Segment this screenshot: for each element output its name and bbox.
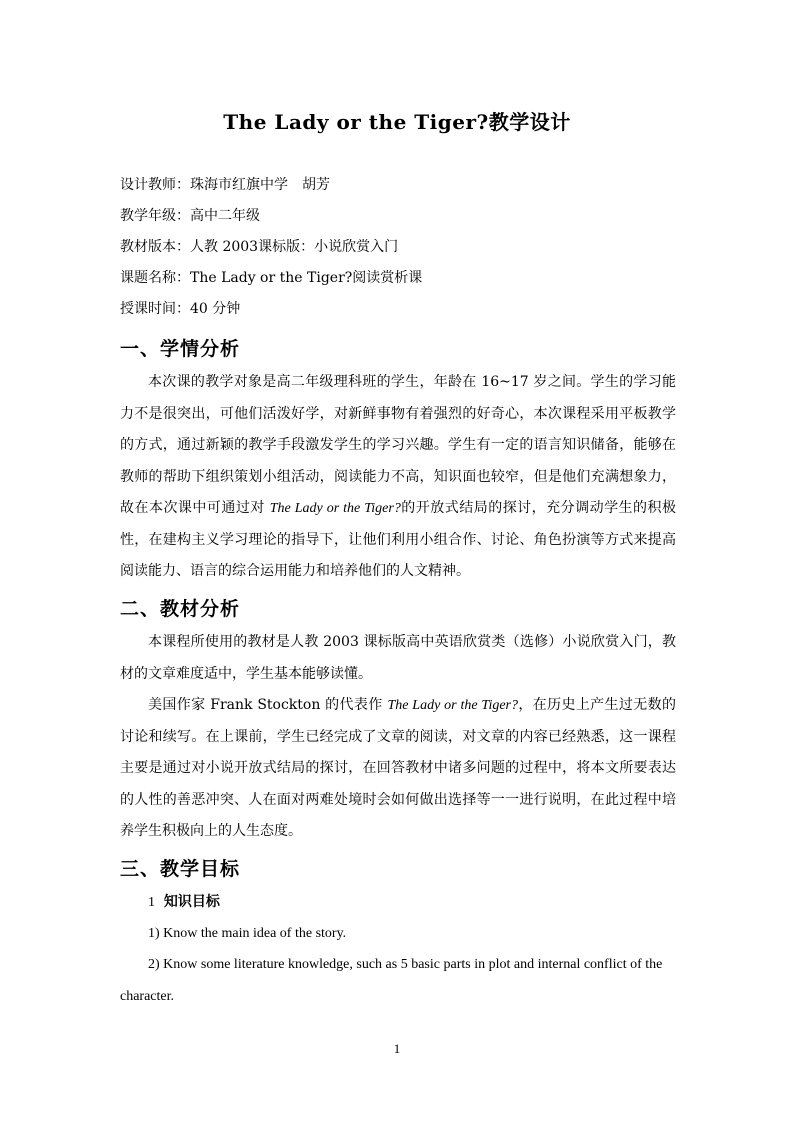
document-title: The Lady or the Tiger?教学设计 [223,110,571,134]
section-heading-learner-analysis: 一、学情分析 [120,338,241,360]
paragraph-textbook-2: 美国作家 Frank Stockton 的代表作 The Lady or the Tiger?，在历史上产生过无数的讨论和续写。在上课前，学生已经完成了文章的阅读，对文章的内容已经熟悉，这一课程主要是通过对小说开放式结局的探讨，在回答教材中诸多问题的过程中，将本文所要表达的人性的善恶冲突、人在面对两难处境时会如何做出选择等一一进行说明，在此过程中培养学生积极向上的人生态度。 [120,697,676,839]
paragraph-learner-analysis: 本次课的教学对象是高二年级理科班的学生，年龄在 16~17 岁之间。学生的学习能力不是很突出，可他们活泼好学，对新鲜事物有着强烈的好奇心，本次课程采用平板教学的方式，通过新颖的教学手段激发学生的学习兴趣。学生有一定的语言知识储备，能够在教师的帮助下组织策划小组活动，阅读能力不高，知识面也较窄，但是他们充满想象力，故在本次课中可通过对 The Lady or the Tiger?的开放式结局的探讨，充分调动学生的积极性，在建构主义学习理论的指导下，让他们利用小组合作、讨论、角色扮演等方式来提高阅读能力、语言的综合运用能力和培养他们的人文精神。 [120,374,677,579]
section-heading-textbook-analysis: 二、教材分析 [120,598,241,620]
meta-lesson: 课题名称：The Lady or the Tiger?阅读赏析课 [120,270,423,286]
meta-teacher: 设计教师：珠海市红旗中学 胡芳 [120,177,330,193]
page-number: 1 [393,1041,401,1056]
story-title-italic: The Lady or the Tiger? [269,501,401,516]
paragraph-textbook-1: 本课程所使用的教材是人教 2003 课标版高中英语欣赏类（选修）小说欣赏入门，教材的文章难度适中，学生基本能够读懂。 [120,634,676,682]
section-heading-objectives: 三、教学目标 [120,858,241,880]
story-title-italic: The Lady or the Tiger? [387,698,519,713]
meta-grade: 教学年级：高中二年级 [120,208,260,224]
objective-item-1: 1) Know the main idea of the story. [148,926,347,941]
meta-time: 授课时间：40 分钟 [120,301,241,317]
subheading-knowledge-goals: 1 知识目标 [148,894,220,910]
meta-textbook: 教材版本：人教 2003课标版：小说欣赏入门 [120,239,399,255]
objective-item-2: 2) Know some literature knowledge, such as 5 basic parts in plot and internal conflict of the character. [120,957,663,1004]
